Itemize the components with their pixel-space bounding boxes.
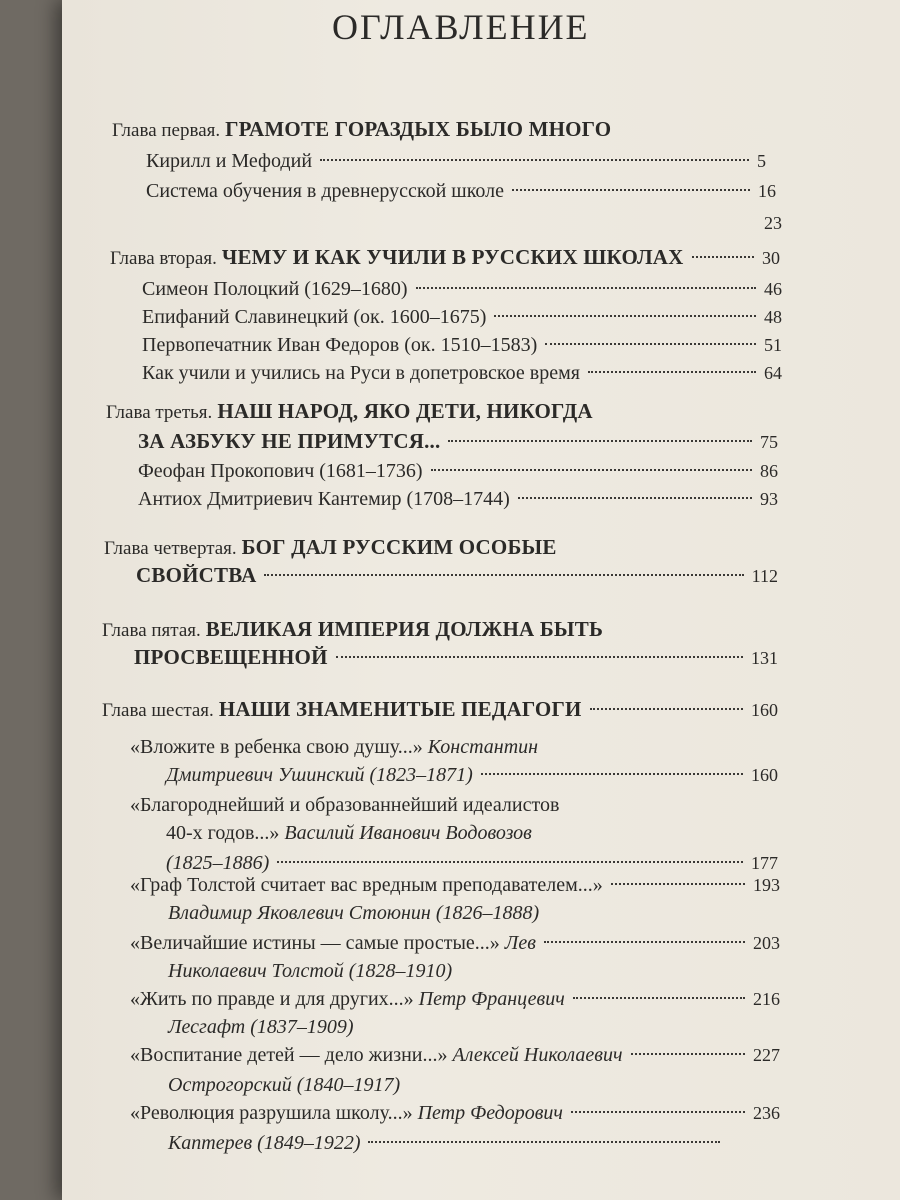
chapter-title: ЧЕМУ И КАК УЧИЛИ В РУССКИХ ШКОЛАХ [221,245,684,269]
leader-dots [336,642,743,658]
entry-author: Василий Иванович Водовозов [284,822,532,844]
page-number: 23 [764,213,782,233]
entry-text: Первопечатник Иван Федоров (ок. 1510–1583) [142,334,538,356]
entry-quote: 40-х годов...» [166,822,280,844]
toc-entry-cont [166,820,532,846]
chapter-label: Глава третья. [106,402,213,423]
chapter-label: Глава четвертая. [104,538,237,559]
toc-entry [742,210,782,236]
entry-author: Петр Федорович [417,1102,563,1124]
chapter-label: Глава шестая. [102,700,214,721]
chapter-3-heading [106,398,746,424]
leader-dots [368,1127,720,1143]
entry-author: Николаевич Толстой (1828–1910) [168,960,453,982]
entry-text: Епифаний Славинецкий (ок. 1600–1675) [142,306,487,328]
page-number: 93 [760,489,778,509]
chapter-title: ПРОСВЕЩЕННОЙ [134,645,328,669]
toc-entry [142,304,782,330]
toc-entry [130,1042,780,1068]
page-number: 5 [757,151,766,171]
leader-dots [571,1097,745,1113]
chapter-5-heading [102,616,752,642]
page-number: 216 [753,989,780,1009]
page-number: 131 [751,648,778,668]
chapter-3-heading-cont [138,428,778,454]
page-number: 86 [760,461,778,481]
chapter-2-heading [110,244,780,270]
chapter-title: СВОЙСТВА [136,563,257,587]
leader-dots [431,455,752,471]
chapter-title: ГРАМОТЕ ГОРАЗДЫХ БЫЛО МНОГО [225,117,612,141]
page-number: 112 [751,566,778,586]
chapter-5-heading-cont [134,644,778,670]
leader-dots [494,301,756,317]
entry-author: (1825–1886) [166,852,270,874]
entry-author: Лев [504,932,536,954]
chapter-title: НАШИ ЗНАМЕНИТЫЕ ПЕДАГОГИ [218,697,582,721]
leader-dots [264,560,743,576]
toc-entry [138,486,778,512]
book-page [62,0,900,1200]
leader-dots [590,694,743,710]
toc-entry [142,332,782,358]
leader-dots [692,242,754,258]
entry-quote: «Граф Толстой считает вас вредным преподавателем...» [130,874,603,896]
page-number: 193 [753,875,780,895]
page-number: 16 [758,181,776,201]
leader-dots [573,983,745,999]
leader-dots [631,1039,746,1055]
leader-dots [545,329,756,345]
entry-author: Владимир Яковлевич Стоюнин (1826–1888) [168,902,540,924]
entry-author: Константин [427,736,539,758]
chapter-1-heading [112,116,752,142]
page-number: 30 [762,248,780,268]
entry-quote: «Вложите в ребенка свою душу...» [130,736,423,758]
entry-text: Симеон Полоцкий (1629–1680) [142,278,408,300]
page-title: ОГЛАВЛЕНИЕ [332,7,590,47]
chapter-6-heading [102,696,778,722]
page-number: 64 [764,363,782,383]
entry-quote: «Воспитание детей — дело жизни...» [130,1044,448,1066]
leader-dots [320,145,749,161]
page-number: 160 [751,765,778,785]
page-number: 48 [764,307,782,327]
toc-entry [130,872,780,898]
leader-dots [416,273,756,289]
toc-entry [142,276,782,302]
toc-entry [142,360,782,386]
chapter-title: ЗА АЗБУКУ НЕ ПРИМУТСЯ... [138,429,441,453]
page-number: 227 [753,1045,780,1065]
entry-quote: «Жить по правде и для других...» [130,988,414,1010]
toc-entry [138,458,778,484]
leader-dots [588,357,756,373]
page-number: 236 [753,1103,780,1123]
chapter-label: Глава первая. [112,120,221,141]
entry-author: Алексей Николаевич [452,1044,623,1066]
leader-dots [512,175,750,191]
leader-dots [544,927,745,943]
entry-text: Система обучения в древнерусской школе [146,180,504,202]
entry-author: Петр Францевич [418,988,565,1010]
page-number: 75 [760,432,778,452]
toc-entry [146,148,766,174]
toc-entry [130,986,780,1012]
toc-entry [130,734,538,760]
leader-dots [277,847,743,863]
chapter-title: БОГ ДАЛ РУССКИМ ОСОБЫЕ [241,535,557,559]
toc-entry-cont [166,762,778,788]
page-number: 160 [751,700,778,720]
toc-entry [146,178,776,204]
leader-dots [481,759,743,775]
entry-author: Каптерев (1849–1922) [168,1132,361,1154]
chapter-4-heading-cont [136,562,778,588]
toc-entry [130,1100,780,1126]
page-number: 51 [764,335,782,355]
toc-entry [130,792,559,818]
toc-entry-cont [168,1130,728,1156]
chapter-label: Глава вторая. [110,248,217,269]
chapter-title: НАШ НАРОД, ЯКО ДЕТИ, НИКОГДА [217,399,593,423]
page-number: 46 [764,279,782,299]
leader-dots [448,426,752,442]
chapter-title: ВЕЛИКАЯ ИМПЕРИЯ ДОЛЖНА БЫТЬ [205,617,604,641]
entry-text: Как учили и учились на Руси в допетровское время [142,362,580,384]
entry-quote: «Революция разрушила школу...» [130,1102,413,1124]
entry-text: Кирилл и Мефодий [146,150,313,172]
chapter-label: Глава пятая. [102,620,201,641]
entry-author: Лесгафт (1837–1909) [168,1016,354,1038]
toc-entry [130,930,780,956]
entry-text: Феофан Прокопович (1681–1736) [138,460,423,482]
entry-text: Антиох Дмитриевич Кантемир (1708–1744) [138,488,510,510]
chapter-4-heading [104,534,754,560]
entry-author: Дмитриевич Ушинский (1823–1871) [166,764,473,786]
page-number: 177 [751,853,778,873]
entry-author: Острогорский (1840–1917) [168,1074,401,1096]
entry-quote: «Величайшие истины — самые простые...» [130,932,500,954]
leader-dots [611,869,745,885]
page-number: 203 [753,933,780,953]
leader-dots [518,483,752,499]
entry-quote: «Благороднейший и образованнейший идеалистов [130,794,560,816]
